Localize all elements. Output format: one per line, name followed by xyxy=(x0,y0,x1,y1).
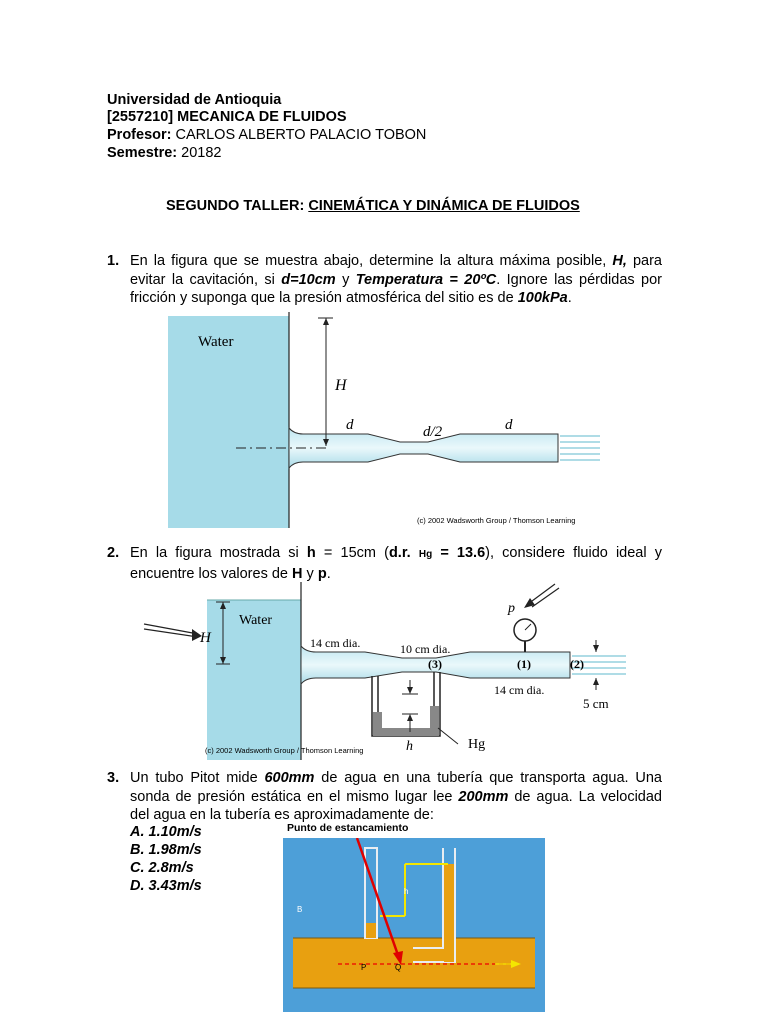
q2-fig-credit: (c) 2002 Wadsworth Group / Thomson Learning xyxy=(205,746,364,755)
q1-t1: En la figura que se muestra abajo, determine la altura máxima posible, xyxy=(130,253,607,269)
q2-t2: = 15cm ( xyxy=(323,545,389,561)
q1-fig-d2: d/2 xyxy=(423,424,443,440)
semester-line xyxy=(107,145,221,162)
q3-t2b: de agua. La velocidad xyxy=(514,788,662,805)
q2-hg: Hg xyxy=(418,549,433,560)
q3-number: 3. xyxy=(107,770,120,786)
q2-number: 2. xyxy=(107,545,120,561)
q1-H: H, xyxy=(612,253,627,269)
q2-p: p xyxy=(317,565,327,582)
q3-fig-h: h xyxy=(404,887,409,896)
q1-t4: . Ignore las pérdidas por xyxy=(496,271,663,288)
q1-temp: Temperatura = 20ºC xyxy=(355,271,497,288)
q1-fig-H: H xyxy=(335,377,347,394)
q1-y: y xyxy=(342,271,350,288)
q1-number: 1. xyxy=(107,253,120,269)
q2-fig-hg: Hg xyxy=(468,737,486,752)
page-title xyxy=(166,198,580,215)
q2-H: H xyxy=(292,565,303,582)
q1-t3: evitar la cavitación, si xyxy=(130,271,275,288)
q2-pressure-gauge xyxy=(514,619,536,652)
q2-h: h xyxy=(306,545,316,561)
semester-label: Semestre: xyxy=(107,145,178,161)
q2-fig-water: Water xyxy=(239,613,273,628)
q2-fig-5cm: 5 cm xyxy=(583,696,609,711)
q2-eq: = 13.6 xyxy=(440,545,486,561)
q2-t3: ), considere fluido ideal y xyxy=(485,545,662,561)
q3-t1b: de agua en una tubería que transporta agua. Una xyxy=(321,770,663,786)
q3-option-b: B. 1.98m/s xyxy=(130,842,202,858)
q1-t5: fricción y suponga que la presión atmosférica del sitio es de xyxy=(130,290,514,306)
q3-t1a: Un tubo Pitot mide xyxy=(130,770,258,786)
q2-fig-d14b: 14 cm dia. xyxy=(494,683,545,697)
q3-fig-B: B xyxy=(297,905,303,914)
q3-text xyxy=(130,769,662,825)
professor-line xyxy=(107,127,426,144)
q3-fig-P: P xyxy=(361,963,367,972)
q1-pa: 100kPa xyxy=(517,290,568,306)
q2-figure xyxy=(140,582,630,760)
q3-option-d: D. 3.43m/s xyxy=(130,878,202,894)
q1-fig-water: Water xyxy=(198,334,234,350)
q2-fig-h: h xyxy=(406,739,413,754)
q2-t1: En la figura mostrada si xyxy=(130,545,299,561)
q3-fig-title: Punto de estancamiento xyxy=(287,822,409,834)
q2-manometer xyxy=(372,672,458,744)
q2-y: y xyxy=(306,565,314,582)
q2-fig-d10: 10 cm dia. xyxy=(400,642,451,656)
q3-t3: del agua en la tubería es aproximadamente de: xyxy=(130,807,434,823)
q2-text xyxy=(130,544,662,583)
q2-t4: encuentre los valores de xyxy=(130,565,288,582)
q3-option-c: C. 2.8m/s xyxy=(130,860,194,876)
q3-option-a: A. 1.10m/s xyxy=(130,824,202,840)
q3-figure xyxy=(283,838,545,1012)
q1-d: d=10cm xyxy=(281,271,336,288)
q3-600mm: 600mm xyxy=(264,770,315,786)
q2-dr: d.r. xyxy=(388,545,411,561)
professor-label: Profesor: xyxy=(107,127,172,143)
q2-fig-n3: (3) xyxy=(428,657,442,671)
professor-name: CARLOS ALBERTO PALACIO TOBON xyxy=(175,127,427,143)
q2-fig-n1: (1) xyxy=(517,657,531,671)
university-name: Universidad de Antioquia xyxy=(107,92,282,108)
q2-fig-d14: 14 cm dia. xyxy=(310,636,361,650)
q1-fig-d1: d xyxy=(346,417,354,433)
title-topic: CINEMÁTICA Y DINÁMICA DE FLUIDOS xyxy=(308,198,580,214)
q1-t6: . xyxy=(567,290,572,306)
q1-t2: para xyxy=(632,253,662,269)
course-name: [2557210] MECANICA DE FLUIDOS xyxy=(107,109,347,125)
q2-p-arrow xyxy=(524,584,559,608)
q1-fig-d3: d xyxy=(505,417,513,433)
q3-200mm: 200mm xyxy=(458,788,509,805)
q3-t2a: sonda de presión estática en el mismo lugar lee xyxy=(130,788,453,805)
q3-fig-Q: Q xyxy=(395,963,402,972)
q1-figure xyxy=(168,312,608,528)
q2-fig-n2: (2) xyxy=(570,657,584,671)
q2-H-arrow xyxy=(144,624,202,641)
semester-value: 20182 xyxy=(181,145,222,161)
q1-jet xyxy=(560,436,600,460)
q2-fig-p: p xyxy=(508,601,515,616)
q2-t5: . xyxy=(326,565,331,582)
title-prefix: SEGUNDO TALLER: xyxy=(166,198,305,214)
q1-text xyxy=(130,252,662,308)
q1-fig-credit: (c) 2002 Wadsworth Group / Thomson Learning xyxy=(417,516,576,525)
q2-fig-H: H xyxy=(200,630,211,646)
